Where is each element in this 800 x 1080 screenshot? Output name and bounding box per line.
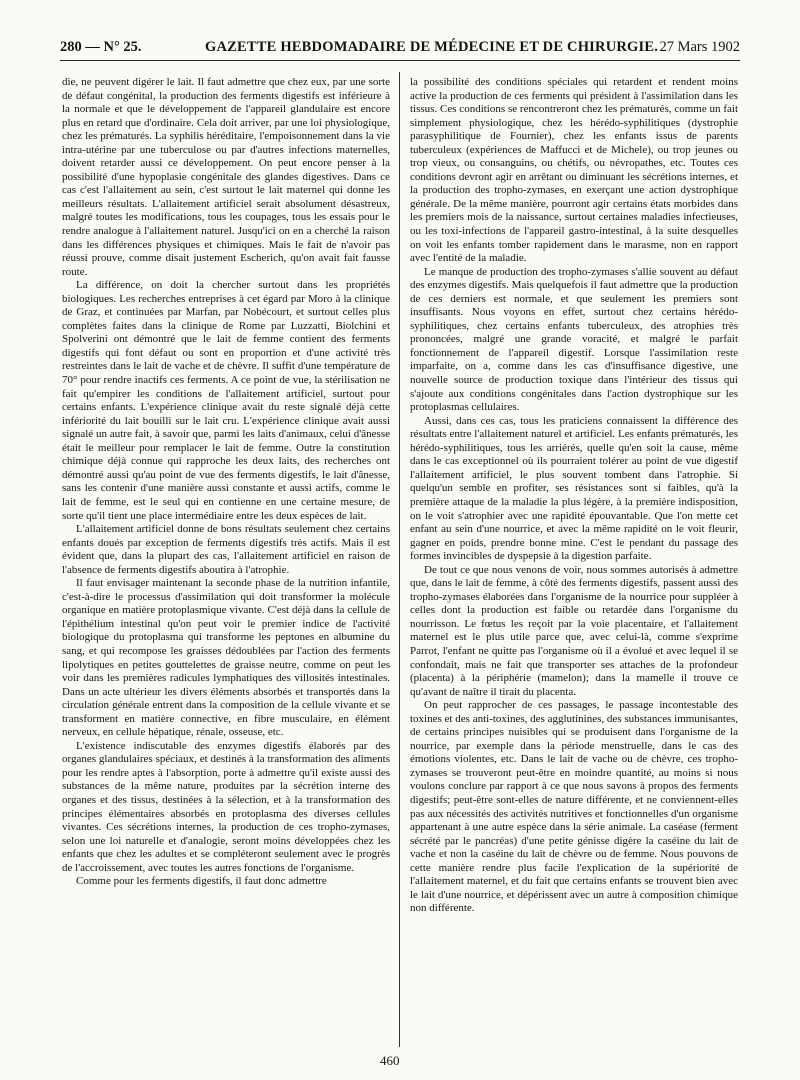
journal-title: GAZETTE HEBDOMADAIRE DE MÉDECINE ET DE CHIRURGIE.	[205, 39, 659, 55]
column-divider	[399, 72, 400, 1047]
paragraph: L'allaitement artificiel donne de bons résultats seulement chez certains enfants doués par exception de ferments digestifs très actifs. Mais il est évident que, dans la plupart des cas, l'allaitement artificiel en raison de l'absence de ferments digestifs aboutira à l'atrophie.	[62, 523, 390, 576]
paragraph: la possibilité des conditions spéciales qui retardent et rendent moins active la production de ces ferments qui président à l'assimilation dans les tissus. Ces conditions se rencontreront chez les prématurés, comme un fait simplement physiologique, chez les hérédo-syphilitiques (dystrophie parasyphilitique de Fournier), chez les enfants issus de parents tuberculeux (expériences de Maffucci et de Michele), ou trop jeunes ou trop vieux, ou consanguins, ou chétifs, ou névropathes, etc. Toutes ces conditions devront agir en arrêtant ou diminuant les sécrétions internes, et la production des tropho-zymases, en exerçant une action dystrophique générale. De la même manière, pourront agir certains états morbides dans les premiers mois de la naissance, surtout certaines maladies infectieuses, ou les toxi-infections de l'appareil gastro-intestinal, à la suite desquelles on voit les enfants tomber rapidement dans le marasme, non en rapport avec l'entité de la maladie.	[410, 76, 738, 265]
paragraph: Il faut envisager maintenant la seconde phase de la nutrition infantile, c'est-à-dire le processus d'assimilation qui doit transformer la molécule organique en matière protoplasmique vivante. C'est déjà dans la cellule de l'épithélium intestinal qu'on peut voir le premier indice de l'activité biologique du protoplasma qui transforme les peptones en albumine du sang, et qui recompose les graisses dédoublées par l'action des ferments lipolytiques en petites gouttelettes de graisse neutre, comme on peut les voir dans les premières radicules lymphatiques des villosités intestinales. Dans un acte ultérieur les divers éléments absorbés et transportés dans la circulation générale entrent dans la composition de la cellule vivante et se transforment en matière connective, en fibre musculaire, en élément nerveux, en cellule hépatique, rénale, osseuse, etc.	[62, 577, 390, 739]
paragraph: die, ne peuvent digérer le lait. Il faut admettre que chez eux, par une sorte de défaut congénital, la production des ferments digestifs est inférieure à la normale et que le développement de l'appareil glandulaire est encore plus en retard que d'ordinaire. Cela doit arriver, par une loi physiologique, chez les prématurés. La syphilis héréditaire, l'empoisonnement dans la vie intra-utérine par une tuberculose ou par d'autres infections maternelles, doivent retarder aussi ce développement. On peut encore penser à la possibilité d'une hypoplasie congénitale des glandes digestives. Dans ce cas c'est l'allaitement au sein, c'est surtout le lait maternel qui donne les meilleurs résultats. L'allaitement artificiel serait absolument désastreux, malgré toutes les modifications, tous les coupages, tous les essais pour le rendre analogue à l'allaitement naturel. Jusqu'ici on en a cherché la raison dans les différences physiques et chimiques. Mais le fait de n'avoir pas réussi prouve, comme disait justement Escherich, qu'on avait fait fausse route.	[62, 76, 390, 278]
paragraph: Aussi, dans ces cas, tous les praticiens connaissent la différence des résultats entre l'allaitement naturel et artificiel. Les enfants prématurés, les hérédo-syphilitiques, tous les arriérés, quelle qu'en soit la cause, même dans le cas exceptionnel où ils pourraient tolérer au point de vue digestif l'allaitement artificiel, le plus souvent tombent dans l'atrophie. Si quelqu'un semble en profiter, ses résistances sont si faibles, qu'à la première attaque de la maladie la plus légère, à la première indisposition, on le voit s'atrophier avec une rapidité épouvantable. Que l'on mette cet enfant au sein d'une nourrice, et avec la même rapidité on le voit fleurir, gagner en poids, prendre bonne mine. C'est le pendant du passage des formes invincibles de dyspepsie à la digestion parfaite.	[410, 414, 738, 563]
page-info: 280 — N° 25.	[60, 39, 142, 55]
right-column	[410, 76, 738, 1051]
paragraph: On peut rapprocher de ces passages, le passage incontestable des toxines et des anti-toxines, des agglutinines, des substances immunisantes, de certains principes nuisibles qui se produisent dans l'organisme de la nourrice, par exemple dans la période menstruelle, dans le cas des émotions violentes, etc. Dans le lait de vache ou de chèvre, ces tropho-zymases se trouveront peut-être en moindre quantité, au moins si nous voulons conclure par rapport à ce que nous savons à propos des ferments digestifs; peut-être sont-elles de nature différente, et ne conviennent-elles pas aux nécessités des activités nutritives et fonctionnelles d'un organisme appartenant à une autre espèce dans la série animale. La caséase (ferment sécrété par le pancréas) d'une petite génisse digère la caséine du lait de vache et non la caséine du lait de chèvre ou de femme. Nous pouvons de cette manière rendre plus facile l'explication de la supériorité de l'allaitement maternel, et du fait que certains enfants se trouvent bien avec le lait d'une nourrice, et dépérissent avec un autre à composition chimique non différente.	[410, 699, 738, 915]
running-header	[60, 36, 740, 58]
left-column	[62, 76, 390, 1051]
issue-date: 27 Mars 1902	[659, 39, 740, 55]
paragraph: L'existence indiscutable des enzymes digestifs élaborés par des organes glandulaires spéciaux, et destinés à la transformation des aliments pour les rendre aptes à l'absorption, porte à admettre qu'il existe aussi des substances de la même nature, produites par la sécrétion interne des organes et des tissus, destinées à la sélection, et à la transformation des principes élémentaires absorbés en protoplasma des diverses cellules vivantes. Ces sécrétions internes, la production de ces tropho-zymases, selon une loi naturelle et d'analogie, seront moins développées chez les enfants que chez les adultes et se compléteront seulement avec le progrès de l'accroissement, avec toutes les autres fonctions de l'organisme.	[62, 739, 390, 874]
header-rule	[60, 60, 740, 61]
paragraph: Le manque de production des tropho-zymases s'allie souvent au défaut des enzymes digestifs. Mais quelquefois il faut admettre que la production de ces derniers est normale, et que seulement les premiers sont insuffisants. Nous voyons en effet, surtout chez certains hérédo-syphilitiques, chez certains enfants tuberculeux, des atrophies très prononcées, malgré une grande voracité, et malgré le parfait fonctionnement de l'appareil digestif. Lorsque l'assimilation reste imparfaite, on a, comme dans les cas d'insuffisance digestive, une nouvelle source de production toxique dans l'intérieur des tissus qui s'ajoute aux conditions congénitales dans l'action dystrophique sur les protoplasmas cellulaires.	[410, 265, 738, 414]
page-number: 460	[380, 1053, 400, 1068]
paragraph: La différence, on doit la chercher surtout dans les propriétés biologiques. Les recherches entreprises à cet égard par Moro à la clinique de Graz, et continuées par Marfan, par Nobécourt, et surtout celles plus complètes faites dans la clinique de Rome par Luzzatti, Biolchini et Spolverini ont démontré que le lait de femme contient des ferments digestifs qui font défaut ou sont en proportion et d'une activité très restreintes dans le lait de vache et de chèvre. Il suffit d'une température de 70° pour rendre inactifs ces ferments. A ce point de vue, la stérilisation ne fait qu'empirer les conditions de l'allaitement artificiel, surtout pour certains enfants. L'expérience clinique avait du reste signalé déjà cette infériorité du lait bouilli sur le lait cru. L'expérience clinique avait aussi signalé un autre fait, à savoir que, parmi les laits d'animaux, celui d'ânesse était le meilleur pour remplacer le lait de femme. Outre la constitution chimique déjà connue qui rapproche les deux laits, des recherches ont démontré aussi qu'au point de vue des ferments digestifs, le lait d'ânesse, sans les contenir d'une manière aussi constante et aussi actifs, comme le lait de femme, est le seul qui en contienne en une certaine mesure, de sorte qu'il tient une place intermédiaire entre les deux espèces de lait.	[62, 279, 390, 522]
paragraph: Comme pour les ferments digestifs, il faut donc admettre	[76, 875, 327, 888]
paragraph: De tout ce que nous venons de voir, nous sommes autorisés à admettre que, dans le lait de femme, à côté des ferments digestifs, passent aussi des tropho-zymases élaborées dans l'organisme de la nourrice pour suppléer à celles dont la production est faible ou retardée dans l'organisme du nourrisson. Le fœtus les reçoit par la voie placentaire, et l'allaitement maternel est le plus utile parce que, avec celui-là, comme s'exprime Parrot, l'enfant ne quitte pas l'organisme où il a évolué et avec lequel il se confondait, mais ne fait que transporter ses attaches de la profondeur (placenta) à la périphérie (mamelon); dans la mamelle il trouve ce qu'avant de naître il tirait du placenta.	[410, 563, 738, 698]
